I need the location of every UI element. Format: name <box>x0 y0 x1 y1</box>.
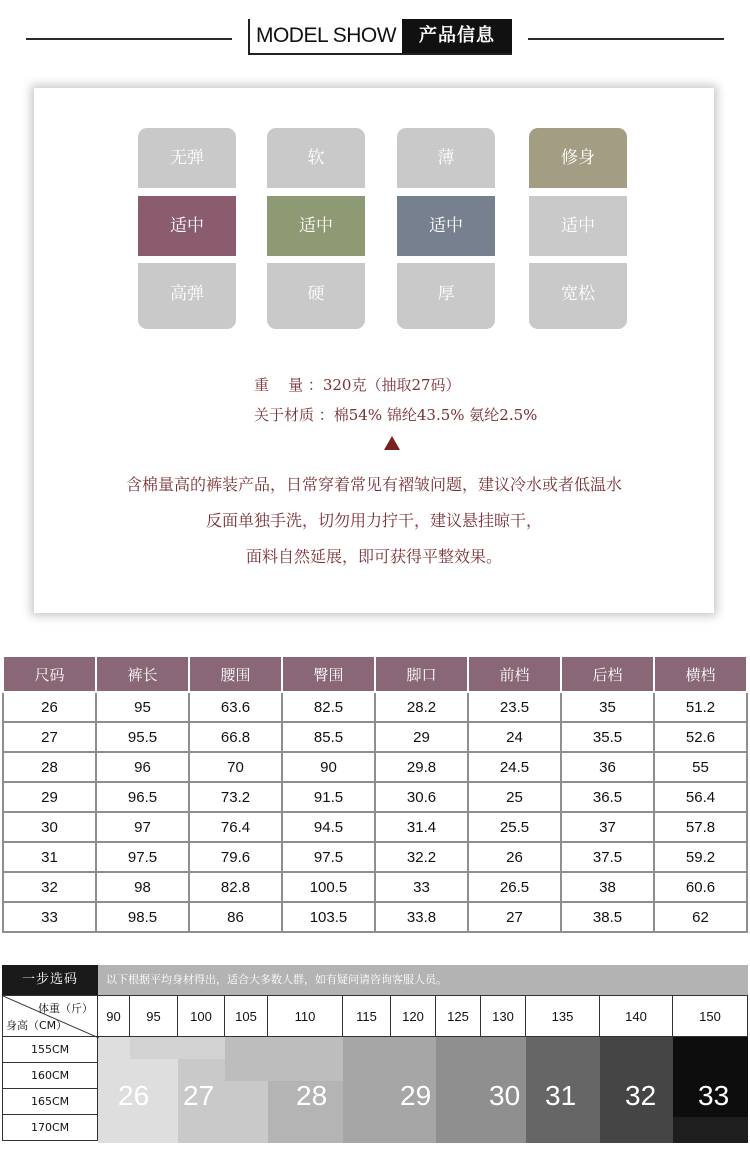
table-cell: 29.8 <box>375 752 468 782</box>
table-cell: 32.2 <box>375 842 468 872</box>
column-header: 前档 <box>468 656 561 692</box>
table-cell: 56.4 <box>654 782 747 812</box>
table-cell: 86 <box>189 902 282 932</box>
header-chinese: 产品信息 <box>402 19 512 53</box>
size-block-28 <box>225 1037 343 1081</box>
weight-cell: 110 <box>268 995 343 1037</box>
weight-cell: 140 <box>600 995 673 1037</box>
size-block-33b <box>673 1117 748 1143</box>
column-header: 臀围 <box>282 656 375 692</box>
table-cell: 38.5 <box>561 902 654 932</box>
table-row <box>3 902 747 932</box>
weight-cell: 95 <box>130 995 178 1037</box>
table-cell: 103.5 <box>282 902 375 932</box>
size-table <box>2 655 748 933</box>
size-label: 31 <box>545 1080 577 1111</box>
table-cell: 79.6 <box>189 842 282 872</box>
table-cell: 62 <box>654 902 747 932</box>
table-cell: 25.5 <box>468 812 561 842</box>
care-note-line: 反面单独手洗，切勿用力拧干，建议悬挂晾干， <box>205 511 542 530</box>
table-cell: 30.6 <box>375 782 468 812</box>
column-header: 横档 <box>654 656 747 692</box>
table-cell: 76.4 <box>189 812 282 842</box>
table-cell: 24 <box>468 722 561 752</box>
header-line-left <box>26 38 232 40</box>
table-cell: 97.5 <box>282 842 375 872</box>
table-cell: 33.8 <box>375 902 468 932</box>
attr-option: 无弹 <box>138 128 236 188</box>
table-cell: 51.2 <box>654 692 747 722</box>
weight-cell: 115 <box>343 995 391 1037</box>
product-info-card <box>34 88 714 613</box>
weight-cell: 130 <box>481 995 526 1037</box>
size-label: 32 <box>625 1080 657 1111</box>
table-cell: 97 <box>96 812 189 842</box>
header-banner <box>248 19 512 55</box>
weight-height-corner <box>2 995 98 1037</box>
size-label: 28 <box>296 1080 328 1111</box>
table-cell: 90 <box>282 752 375 782</box>
table-cell: 31 <box>3 842 96 872</box>
table-cell: 94.5 <box>282 812 375 842</box>
table-cell: 96.5 <box>96 782 189 812</box>
table-row <box>3 812 747 842</box>
attr-column-fit <box>529 128 627 329</box>
table-cell: 36.5 <box>561 782 654 812</box>
size-selector-note: 以下根据平均身材得出，适合大多数人群，如有疑问请咨询客服人员。 <box>106 973 447 986</box>
table-cell: 26 <box>468 842 561 872</box>
table-cell: 82.5 <box>282 692 375 722</box>
column-header: 裤长 <box>96 656 189 692</box>
header-english: MODEL SHOW <box>250 19 402 53</box>
table-cell: 32 <box>3 872 96 902</box>
weight-info: 重 量 ：320克（抽取27码） <box>254 376 461 394</box>
table-cell: 82.8 <box>189 872 282 902</box>
table-cell: 24.5 <box>468 752 561 782</box>
table-cell: 36 <box>561 752 654 782</box>
weight-cell: 100 <box>178 995 225 1037</box>
height-cell: 170CM <box>2 1115 98 1141</box>
weight-cell: 125 <box>436 995 481 1037</box>
attr-option: 厚 <box>397 263 495 329</box>
table-row <box>3 752 747 782</box>
table-cell: 57.8 <box>654 812 747 842</box>
attr-option: 修身 <box>529 128 627 188</box>
attr-option: 硬 <box>267 263 365 329</box>
size-label: 26 <box>118 1080 150 1111</box>
column-header: 脚口 <box>375 656 468 692</box>
table-cell: 98.5 <box>96 902 189 932</box>
table-cell: 27 <box>468 902 561 932</box>
table-cell: 37.5 <box>561 842 654 872</box>
table-cell: 28 <box>3 752 96 782</box>
table-cell: 60.6 <box>654 872 747 902</box>
size-selector-grid <box>2 995 748 1143</box>
weight-cell: 150 <box>673 995 748 1037</box>
size-block-27 <box>130 1037 225 1059</box>
table-cell: 33 <box>375 872 468 902</box>
table-cell: 25 <box>468 782 561 812</box>
table-row <box>3 692 747 722</box>
attr-option: 适中 <box>138 196 236 256</box>
table-cell: 59.2 <box>654 842 747 872</box>
size-label: 27 <box>183 1080 215 1111</box>
header-line-right <box>528 38 724 40</box>
size-label: 29 <box>400 1080 432 1111</box>
table-cell: 55 <box>654 752 747 782</box>
attr-column-thickness <box>397 128 495 329</box>
attr-option: 宽松 <box>529 263 627 329</box>
attr-column-softness <box>267 128 365 329</box>
attr-option: 高弹 <box>138 263 236 329</box>
weight-cell: 135 <box>526 995 600 1037</box>
table-cell: 38 <box>561 872 654 902</box>
size-selector-header <box>2 965 748 995</box>
table-cell: 98 <box>96 872 189 902</box>
table-cell: 35.5 <box>561 722 654 752</box>
table-cell: 70 <box>189 752 282 782</box>
column-header: 尺码 <box>3 656 96 692</box>
table-cell: 37 <box>561 812 654 842</box>
table-row <box>3 842 747 872</box>
care-note-line: 含棉量高的裤装产品，日常穿着常见有褶皱问题，建议冷水或者低温水 <box>125 475 622 494</box>
table-cell: 66.8 <box>189 722 282 752</box>
table-cell: 30 <box>3 812 96 842</box>
table-cell: 52.6 <box>654 722 747 752</box>
height-label: 身高（CM） <box>6 1019 68 1032</box>
size-label: 33 <box>698 1080 730 1111</box>
attr-column-elasticity <box>138 128 236 329</box>
care-note-line: 面料自然延展，即可获得平整效果。 <box>245 547 502 566</box>
weight-cell: 120 <box>391 995 436 1037</box>
table-row <box>3 722 747 752</box>
triangle-up-icon <box>384 436 400 450</box>
table-cell: 27 <box>3 722 96 752</box>
table-cell: 63.6 <box>189 692 282 722</box>
table-cell: 29 <box>375 722 468 752</box>
size-label: 30 <box>489 1080 521 1111</box>
attr-option: 适中 <box>529 196 627 256</box>
weight-cell: 105 <box>225 995 268 1037</box>
table-cell: 23.5 <box>468 692 561 722</box>
table-cell: 33 <box>3 902 96 932</box>
column-header: 腰围 <box>189 656 282 692</box>
height-cell: 165CM <box>2 1089 98 1115</box>
table-cell: 96 <box>96 752 189 782</box>
table-row <box>3 872 747 902</box>
table-cell: 29 <box>3 782 96 812</box>
table-cell: 31.4 <box>375 812 468 842</box>
height-cell: 155CM <box>2 1037 98 1063</box>
attr-option: 软 <box>267 128 365 188</box>
attr-option: 薄 <box>397 128 495 188</box>
weight-label: 体重（斤） <box>38 1002 93 1015</box>
attr-option: 适中 <box>397 196 495 256</box>
table-cell: 95.5 <box>96 722 189 752</box>
material-info: 关于材质 ：棉54% 锦纶43.5% 氨纶2.5% <box>254 406 538 424</box>
weight-cell: 90 <box>98 995 130 1037</box>
table-cell: 100.5 <box>282 872 375 902</box>
table-cell: 91.5 <box>282 782 375 812</box>
table-cell: 73.2 <box>189 782 282 812</box>
height-cell: 160CM <box>2 1063 98 1089</box>
column-header: 后档 <box>561 656 654 692</box>
table-cell: 28.2 <box>375 692 468 722</box>
table-cell: 97.5 <box>96 842 189 872</box>
table-row <box>3 782 747 812</box>
size-table-header <box>3 656 747 692</box>
attr-option: 适中 <box>267 196 365 256</box>
table-cell: 26.5 <box>468 872 561 902</box>
table-cell: 26 <box>3 692 96 722</box>
table-cell: 85.5 <box>282 722 375 752</box>
table-cell: 35 <box>561 692 654 722</box>
size-selector-title: 一步选码 <box>2 965 98 995</box>
table-cell: 95 <box>96 692 189 722</box>
